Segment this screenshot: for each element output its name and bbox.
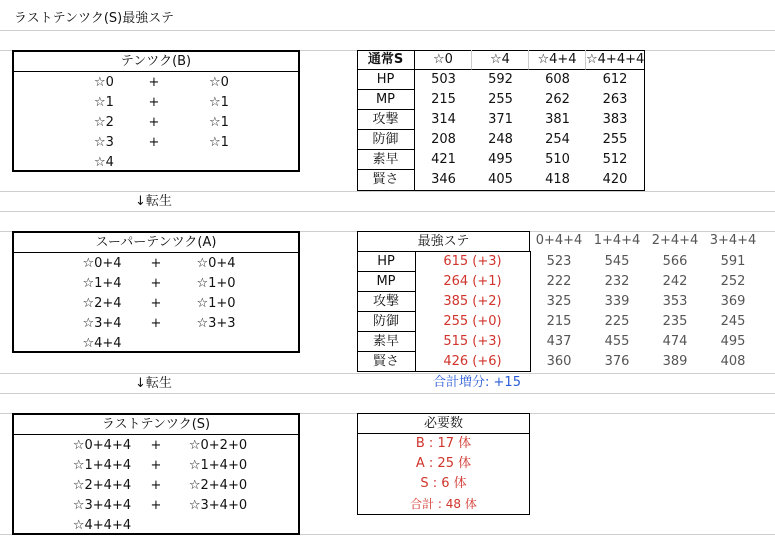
- best-value: 426 (+6): [443, 354, 502, 369]
- combo-right: ☆1+0: [196, 276, 236, 291]
- combo-left: ☆2: [94, 115, 114, 130]
- combo-left: ☆1: [94, 95, 114, 110]
- combo-right: ☆0: [209, 75, 229, 90]
- section-b-box: [12, 50, 300, 172]
- variant-value: 389: [662, 354, 688, 369]
- stat-value: 371: [488, 112, 513, 127]
- combo-right: ☆3+4+0: [188, 498, 248, 513]
- variant-value: 360: [546, 354, 572, 369]
- variant-value: 339: [604, 294, 630, 309]
- combo-op: +: [150, 276, 162, 291]
- variant-header: 2+4+4: [651, 233, 699, 248]
- combo-right: ☆1: [209, 95, 229, 110]
- combo-left: ☆0+4: [82, 256, 122, 271]
- total-increase: 合計増分: +15: [433, 375, 521, 390]
- combo-left: ☆4+4+4: [72, 518, 132, 533]
- section-a-header: スーパーテンツク(A): [14, 233, 298, 253]
- stat-name: MP: [357, 272, 415, 292]
- variant-value: 242: [662, 274, 688, 289]
- stat-value: 263: [602, 92, 628, 107]
- variant-value: 437: [546, 334, 572, 349]
- combo-right: ☆1: [209, 135, 229, 150]
- stat-name: 攻撃: [357, 110, 415, 130]
- combo-left: ☆4+4: [82, 336, 122, 351]
- combo-left: ☆3: [94, 135, 114, 150]
- stat-value: 418: [545, 172, 570, 187]
- stat-value: 248: [488, 132, 513, 147]
- stat-value: 262: [545, 92, 570, 107]
- combo-op: +: [148, 115, 160, 130]
- combo-op: +: [150, 296, 162, 311]
- stat-value: 346: [431, 172, 456, 187]
- stat-value: 405: [488, 172, 513, 187]
- combo-right: ☆1+4+0: [188, 458, 248, 473]
- combo-op: +: [150, 478, 162, 493]
- variant-value: 235: [662, 314, 688, 329]
- combo-left: ☆2+4: [82, 296, 122, 311]
- stat-value: 612: [602, 72, 628, 87]
- combo-right: ☆2+4+0: [188, 478, 248, 493]
- normal-stats-header-star: ☆4+4+4: [586, 50, 644, 70]
- reincarnate-arrow: ↓転生: [135, 376, 172, 391]
- stat-value: 255: [488, 92, 513, 107]
- combo-op: +: [148, 95, 160, 110]
- stat-value: 510: [545, 152, 570, 167]
- stat-name: 賢さ: [372, 354, 399, 369]
- variant-header: 3+4+4: [709, 233, 757, 248]
- combo-op: +: [148, 75, 160, 90]
- variant-value: 222: [546, 274, 572, 289]
- reincarnate-arrow: ↓転生: [135, 194, 172, 209]
- required-total: 合計 : 48 体: [410, 497, 477, 511]
- stat-value: 512: [602, 152, 628, 167]
- best-value: 385 (+2): [443, 294, 502, 309]
- best-value: 515 (+3): [443, 334, 502, 349]
- stat-value: 495: [488, 152, 513, 167]
- stat-value: 381: [545, 112, 570, 127]
- combo-left: ☆3+4+4: [72, 498, 132, 513]
- required-b: B : 17 体: [415, 436, 472, 451]
- combo-right: ☆3+3: [196, 316, 236, 331]
- stat-value: 608: [545, 72, 570, 87]
- variant-value: 225: [604, 314, 630, 329]
- combo-left: ☆1+4+4: [72, 458, 132, 473]
- combo-right: ☆0+4: [196, 256, 236, 271]
- normal-stats-header-star: ☆4: [472, 50, 529, 70]
- strongest-stats-table: [357, 231, 775, 391]
- stat-name: MP: [357, 90, 415, 110]
- section-s-box: [12, 413, 300, 535]
- variant-value: 523: [546, 254, 572, 269]
- combo-left: ☆0+4+4: [72, 438, 132, 453]
- stat-value: 383: [602, 112, 628, 127]
- best-value: 255 (+0): [443, 314, 502, 329]
- variant-value: 408: [720, 354, 746, 369]
- combo-left: ☆4: [94, 155, 114, 170]
- variant-value: 215: [546, 314, 572, 329]
- section-s-header: ラストテンツク(S): [14, 415, 298, 435]
- stat-name: 防御: [357, 130, 415, 150]
- combo-op: +: [150, 316, 162, 331]
- stat-name: 賢さ: [357, 170, 415, 190]
- normal-stats-header-star: ☆0: [415, 50, 472, 70]
- stat-name: 防御: [357, 312, 415, 332]
- page-title: ラストテンツク(S)最強ステ: [14, 11, 174, 26]
- combo-right: ☆0+2+0: [188, 438, 248, 453]
- variant-value: 252: [720, 274, 746, 289]
- stat-value: 208: [431, 132, 456, 147]
- stat-value: 215: [431, 92, 456, 107]
- stat-value: 503: [431, 72, 456, 87]
- best-value: 615 (+3): [443, 254, 502, 269]
- variant-value: 566: [662, 254, 688, 269]
- variant-value: 545: [604, 254, 630, 269]
- combo-right: ☆1+0: [196, 296, 236, 311]
- variant-value: 232: [604, 274, 630, 289]
- stat-value: 420: [602, 172, 628, 187]
- combo-op: +: [148, 135, 160, 150]
- combo-op: +: [150, 256, 162, 271]
- combo-left: ☆0: [94, 75, 114, 90]
- combo-left: ☆3+4: [82, 316, 122, 331]
- section-a-box: [12, 231, 300, 353]
- combo-right: ☆1: [209, 115, 229, 130]
- stat-value: 314: [431, 112, 456, 127]
- variant-value: 474: [662, 334, 688, 349]
- variant-value: 353: [662, 294, 688, 309]
- stat-name: 攻撃: [357, 292, 415, 312]
- variant-value: 376: [604, 354, 630, 369]
- stat-value: 592: [488, 72, 513, 87]
- combo-left: ☆1+4: [82, 276, 122, 291]
- combo-op: +: [150, 498, 162, 513]
- variant-value: 245: [720, 314, 746, 329]
- best-value: 264 (+1): [443, 274, 502, 289]
- variant-value: 325: [546, 294, 572, 309]
- variant-value: 495: [720, 334, 746, 349]
- normal-stats-header-star: ☆4+4: [529, 50, 586, 70]
- required-header: 必要数: [358, 414, 529, 434]
- stat-name: 素早: [357, 332, 415, 352]
- normal-stats-header-label: 通常S: [357, 50, 415, 70]
- stat-name: HP: [357, 70, 415, 90]
- combo-op: +: [150, 438, 162, 453]
- required-count-box: [357, 413, 530, 515]
- stat-value: 255: [602, 132, 628, 147]
- variant-value: 369: [720, 294, 746, 309]
- stat-value: 254: [545, 132, 570, 147]
- combo-left: ☆2+4+4: [72, 478, 132, 493]
- stat-name: HP: [357, 252, 415, 272]
- stat-value: 421: [431, 152, 456, 167]
- variant-value: 455: [604, 334, 630, 349]
- variant-value: 591: [720, 254, 746, 269]
- combo-op: +: [150, 458, 162, 473]
- required-s: S : 6 体: [420, 476, 467, 491]
- variant-header: 0+4+4: [535, 233, 583, 248]
- normal-stats-table: [357, 50, 645, 191]
- strongest-header: 最強ステ: [357, 231, 530, 252]
- variant-header: 1+4+4: [593, 233, 641, 248]
- required-a: A : 25 体: [415, 456, 472, 471]
- stat-name: 素早: [357, 150, 415, 170]
- section-b-header: テンツク(B): [14, 52, 298, 72]
